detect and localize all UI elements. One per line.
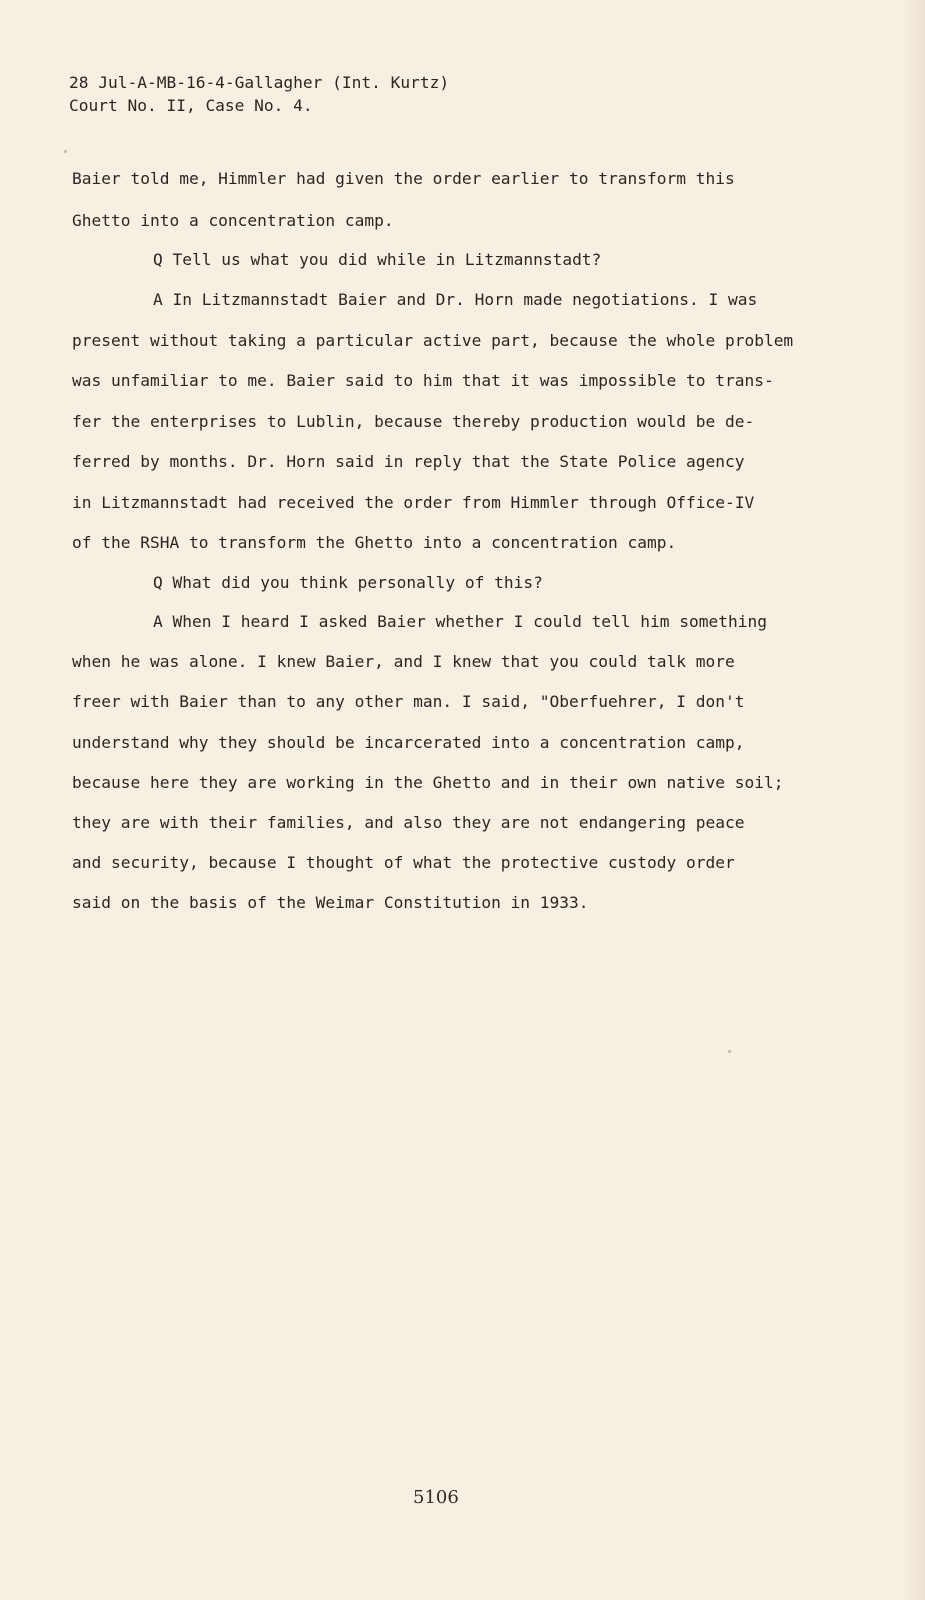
text-line: understand why they should be incarcerated into a concentration camp, xyxy=(72,733,745,752)
answer-line: A When I heard I asked Baier whether I could tell him something xyxy=(153,612,767,631)
header-line-2: Court No. II, Case No. 4. xyxy=(69,96,313,115)
text-line: and security, because I thought of what the protective custody order xyxy=(72,853,735,872)
question-line: Q Tell us what you did while in Litzmannstadt? xyxy=(153,250,602,269)
text-line: fer the enterprises to Lublin, because thereby production would be de- xyxy=(72,412,755,431)
paper-speck xyxy=(728,1050,731,1053)
header-line-1: 28 Jul-A-MB-16-4-Gallagher (Int. Kurtz) xyxy=(69,73,450,92)
text-line: in Litzmannstadt had received the order from Himmler through Office-IV xyxy=(72,493,755,512)
text-line: Baier told me, Himmler had given the order earlier to transform this xyxy=(72,169,735,188)
text-line: freer with Baier than to any other man. I said, "Oberfuehrer, I don't xyxy=(72,692,745,711)
page-edge-shadow xyxy=(903,0,925,1600)
text-line: ferred by months. Dr. Horn said in reply that the State Police agency xyxy=(72,452,745,471)
text-line: they are with their families, and also they are not endangering peace xyxy=(72,813,745,832)
text-line: when he was alone. I knew Baier, and I knew that you could talk more xyxy=(72,652,735,671)
text-line: said on the basis of the Weimar Constitution in 1933. xyxy=(72,893,589,912)
question-line: Q What did you think personally of this? xyxy=(153,573,543,592)
text-line: present without taking a particular active part, because the whole problem xyxy=(72,331,794,350)
paper-speck xyxy=(64,150,67,153)
text-line: was unfamiliar to me. Baier said to him that it was impossible to trans- xyxy=(72,371,774,390)
page-number: 5106 xyxy=(413,1487,459,1508)
text-line: Ghetto into a concentration camp. xyxy=(72,211,394,230)
text-line: of the RSHA to transform the Ghetto into a concentration camp. xyxy=(72,533,677,552)
answer-line: A In Litzmannstadt Baier and Dr. Horn made negotiations. I was xyxy=(153,290,758,309)
text-line: because here they are working in the Ghetto and in their own native soil; xyxy=(72,773,784,792)
